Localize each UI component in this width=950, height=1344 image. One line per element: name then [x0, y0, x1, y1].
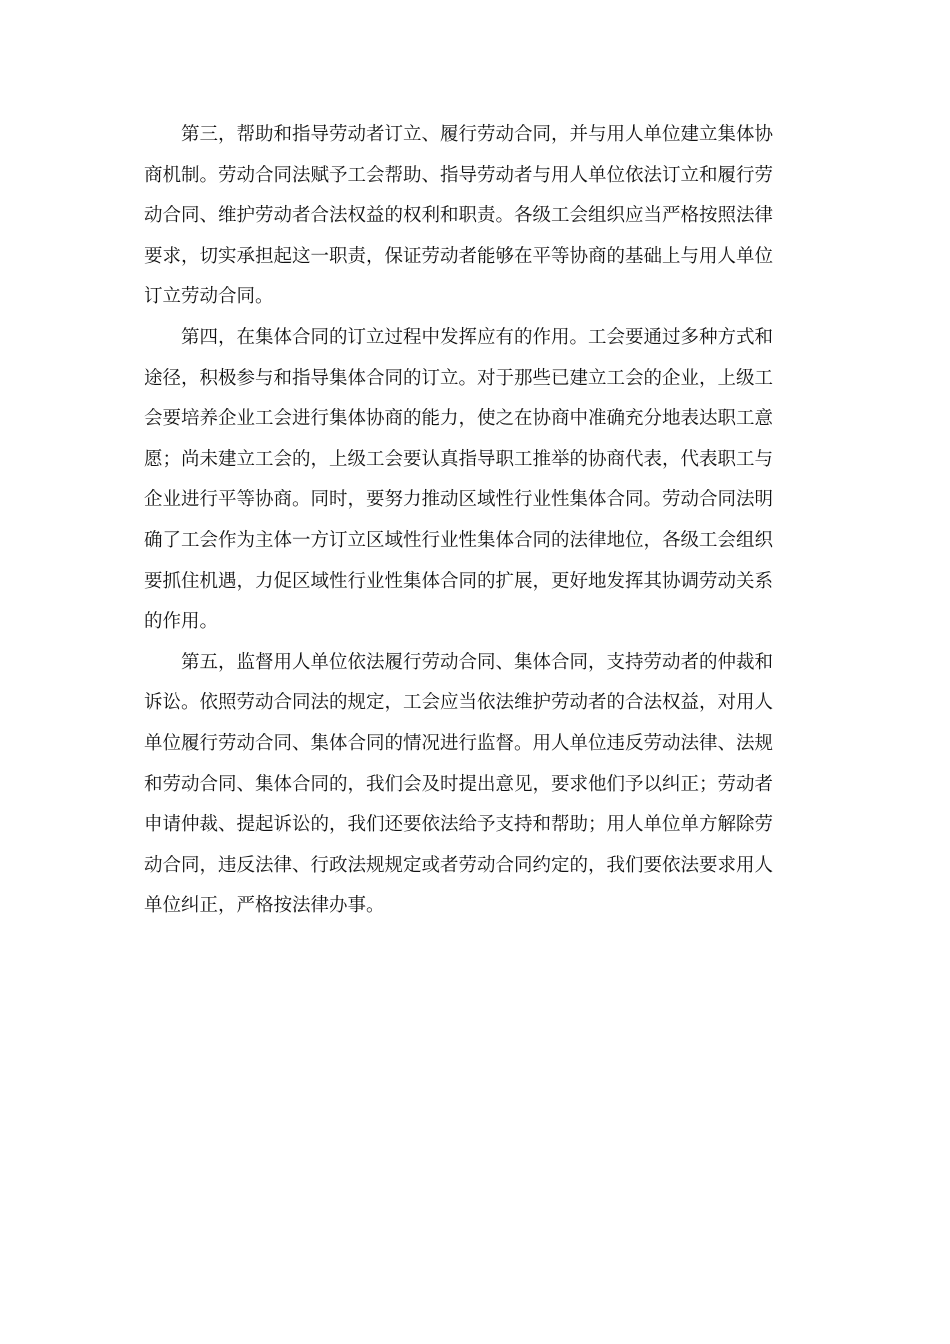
- paragraph-line: 第五，监督用人单位依法履行劳动合同、集体合同，支持劳动者的仲裁和: [181, 651, 774, 673]
- paragraph-line: 动合同，违反法律、行政法规规定或者劳动合同约定的，我们要依法要求用人: [144, 854, 774, 876]
- paragraph-fifth: [144, 643, 804, 927]
- paragraph-third: [144, 115, 804, 318]
- paragraph-line: 企业进行平等协商。同时，要努力推动区域性行业性集体合同。劳动合同法明: [144, 489, 774, 511]
- paragraph-line: 会要培养企业工会进行集体协商的能力，使之在协商中准确充分地表达职工意: [144, 408, 774, 430]
- paragraph-line: 愿；尚未建立工会的，上级工会要认真指导职工推举的协商代表，代表职工与: [144, 448, 774, 470]
- paragraph-line: 单位纠正，严格按法律办事。: [144, 895, 385, 917]
- paragraph-line: 订立劳动合同。: [144, 286, 274, 308]
- paragraph-line: 动合同、维护劳动者合法权益的权利和职责。各级工会组织应当严格按照法律: [144, 205, 774, 227]
- paragraph-line: 第四，在集体合同的订立过程中发挥应有的作用。工会要通过多种方式和: [181, 326, 774, 348]
- paragraph-line: 要抓住机遇，力促区域性行业性集体合同的扩展，更好地发挥其协调劳动关系: [144, 570, 774, 592]
- paragraph-line: 单位履行劳动合同、集体合同的情况进行监督。用人单位违反劳动法律、法规: [144, 732, 774, 754]
- paragraph-fourth: [144, 318, 804, 643]
- paragraph-line: 商机制。劳动合同法赋予工会帮助、指导劳动者与用人单位依法订立和履行劳: [144, 164, 774, 186]
- paragraph-line: 的作用。: [144, 611, 219, 633]
- document-body: [144, 115, 804, 927]
- paragraph-line: 诉讼。依照劳动合同法的规定，工会应当依法维护劳动者的合法权益，对用人: [144, 692, 774, 714]
- paragraph-line: 第三，帮助和指导劳动者订立、履行劳动合同，并与用人单位建立集体协: [181, 124, 774, 145]
- paragraph-line: 和劳动合同、集体合同的，我们会及时提出意见，要求他们予以纠正；劳动者: [144, 773, 774, 795]
- paragraph-line: 申请仲裁、提起诉讼的，我们还要依法给予支持和帮助；用人单位单方解除劳: [144, 814, 774, 836]
- paragraph-line: 确了工会作为主体一方订立区域性行业性集体合同的法律地位，各级工会组织: [144, 529, 774, 551]
- paragraph-line: 途径，积极参与和指导集体合同的订立。对于那些已建立工会的企业，上级工: [144, 367, 774, 389]
- paragraph-line: 要求，切实承担起这一职责，保证劳动者能够在平等协商的基础上与用人单位: [144, 245, 774, 267]
